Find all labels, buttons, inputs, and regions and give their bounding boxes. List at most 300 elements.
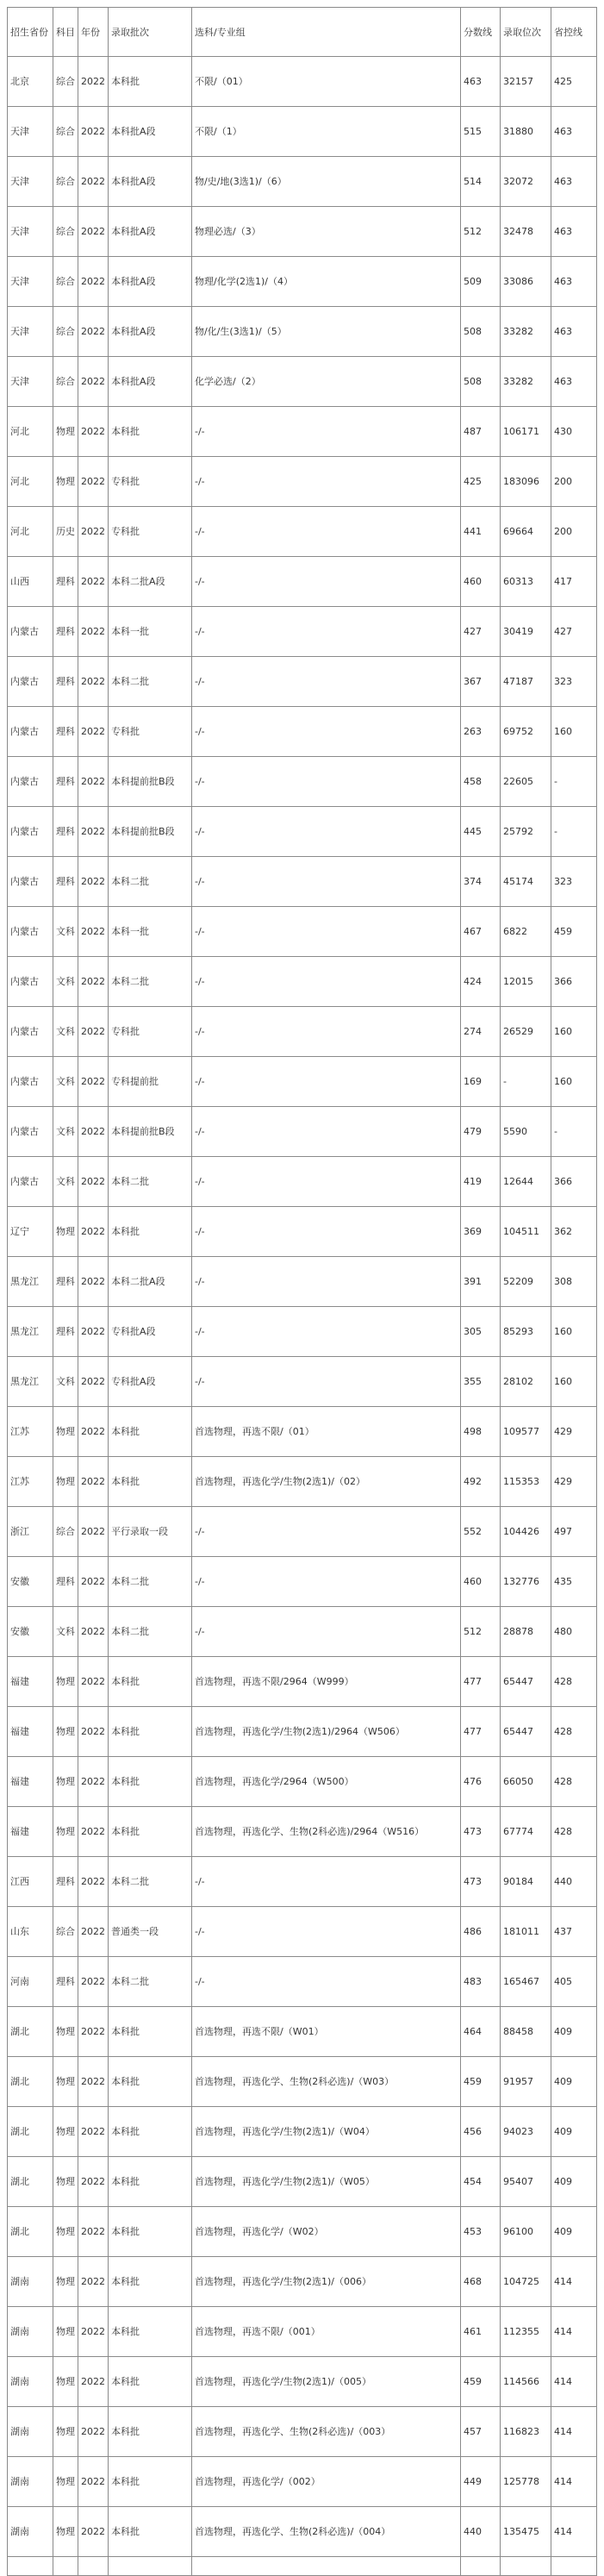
province-cell: 湖北 (8, 2207, 53, 2257)
major-group-cell: -/- (192, 607, 461, 657)
batch-cell: 本科批 (109, 2257, 192, 2307)
table-row (8, 1857, 597, 1907)
table-row (8, 557, 597, 607)
province-cell: 江苏 (8, 1457, 53, 1507)
batch-cell: 本科批 (109, 2507, 192, 2557)
major-group-cell: 首选物理，再选不限/2964（W999） (192, 1657, 461, 1707)
rank-cell: 32478 (501, 207, 551, 257)
batch-cell: 本科批 (109, 2407, 192, 2457)
province-cell: 福建 (8, 1657, 53, 1707)
control-line-cell: 414 (551, 2507, 597, 2557)
table-row (8, 707, 597, 757)
year-cell: 2022 (78, 1057, 109, 1107)
province-cell: 安徽 (8, 1557, 53, 1607)
major-group-cell: -/- (192, 757, 461, 807)
year-cell: 2022 (78, 907, 109, 957)
control-line-cell: - (551, 1107, 597, 1157)
province-cell: 湖北 (8, 2107, 53, 2157)
score-cell: 458 (461, 757, 501, 807)
rank-cell: 116823 (501, 2407, 551, 2457)
score-cell: 464 (461, 2007, 501, 2057)
rank-cell: 181011 (501, 1907, 551, 1957)
year-cell: 2022 (78, 1557, 109, 1607)
subject-cell: 综合 (53, 307, 78, 357)
score-cell: 425 (461, 457, 501, 507)
batch-cell: 本科二批A段 (109, 557, 192, 607)
province-cell: 内蒙古 (8, 807, 53, 857)
year-cell: 2022 (78, 1007, 109, 1057)
year-cell: 2022 (78, 1157, 109, 1207)
table-row (8, 2557, 597, 2576)
province-cell: 内蒙古 (8, 957, 53, 1007)
batch-cell: 本科提前批B段 (109, 807, 192, 857)
province-cell: 内蒙古 (8, 1107, 53, 1157)
rank-cell: 95407 (501, 2157, 551, 2207)
table-row (8, 407, 597, 457)
year-cell: 2022 (78, 407, 109, 457)
table-header-row (8, 8, 597, 57)
subject-cell: 文科 (53, 1357, 78, 1407)
score-cell: 467 (461, 907, 501, 957)
table-row (8, 1107, 597, 1157)
batch-cell: 本科批 (109, 1457, 192, 1507)
score-cell: 169 (461, 1057, 501, 1107)
province-cell: 浙江 (8, 1507, 53, 1557)
score-cell: 374 (461, 857, 501, 907)
score-cell: 424 (461, 957, 501, 1007)
year-cell: 2022 (78, 1857, 109, 1907)
major-group-cell: -/- (192, 857, 461, 907)
subject-cell: 物理 (53, 1757, 78, 1807)
subject-cell: 物理 (53, 2457, 78, 2507)
batch-cell: 本科批A段 (109, 207, 192, 257)
score-cell (461, 2557, 501, 2576)
batch-cell (109, 2557, 192, 2576)
province-cell: 湖南 (8, 2357, 53, 2407)
major-group-cell: 化学必选/（2） (192, 357, 461, 407)
rank-cell: 31880 (501, 107, 551, 157)
rank-cell (501, 2557, 551, 2576)
table-row (8, 907, 597, 957)
year-cell: 2022 (78, 1807, 109, 1857)
control-line-cell: 308 (551, 1257, 597, 1307)
major-group-cell: -/- (192, 907, 461, 957)
year-cell: 2022 (78, 2507, 109, 2557)
subject-cell: 理科 (53, 1557, 78, 1607)
batch-cell: 本科批 (109, 1207, 192, 1257)
subject-cell: 物理 (53, 2507, 78, 2557)
control-line-cell: 417 (551, 557, 597, 607)
province-cell: 天津 (8, 107, 53, 157)
major-group-cell: 首选物理，再选化学/生物(2选1)/2964（W506） (192, 1707, 461, 1757)
subject-cell: 理科 (53, 857, 78, 907)
year-cell: 2022 (78, 207, 109, 257)
control-line-cell: 463 (551, 257, 597, 307)
control-line-cell: 160 (551, 1307, 597, 1357)
subject-cell: 文科 (53, 957, 78, 1007)
major-group-cell: 首选物理，再选化学/生物(2选1)/（W04） (192, 2107, 461, 2157)
year-cell: 2022 (78, 307, 109, 357)
table-row (8, 2007, 597, 2057)
rank-cell: 104725 (501, 2257, 551, 2307)
batch-cell: 本科批 (109, 1657, 192, 1707)
score-cell: 391 (461, 1257, 501, 1307)
table-row (8, 1507, 597, 1557)
score-cell: 487 (461, 407, 501, 457)
major-group-cell: 首选物理，再选化学、生物(2科必选)/（004） (192, 2507, 461, 2557)
province-cell: 内蒙古 (8, 707, 53, 757)
batch-cell: 本科二批 (109, 1557, 192, 1607)
rank-cell: 165467 (501, 1957, 551, 2007)
control-line-cell: 323 (551, 857, 597, 907)
control-line-cell: 425 (551, 57, 597, 107)
control-line-cell: 160 (551, 1357, 597, 1407)
province-cell: 湖北 (8, 2057, 53, 2107)
table-row (8, 2207, 597, 2257)
subject-cell: 综合 (53, 1507, 78, 1557)
subject-cell: 综合 (53, 257, 78, 307)
subject-cell: 理科 (53, 1257, 78, 1307)
batch-cell: 专科批 (109, 457, 192, 507)
year-cell: 2022 (78, 1457, 109, 1507)
province-cell: 天津 (8, 257, 53, 307)
table-row (8, 1757, 597, 1807)
control-line-cell: 428 (551, 1707, 597, 1757)
year-cell: 2022 (78, 1757, 109, 1807)
subject-cell: 物理 (53, 1457, 78, 1507)
table-row (8, 1407, 597, 1457)
subject-cell: 文科 (53, 1007, 78, 1057)
subject-cell: 物理 (53, 2307, 78, 2357)
major-group-cell: -/- (192, 1307, 461, 1357)
year-cell: 2022 (78, 657, 109, 707)
table-row (8, 807, 597, 857)
table-row (8, 1957, 597, 2007)
score-cell: 274 (461, 1007, 501, 1057)
major-group-cell: -/- (192, 1507, 461, 1557)
subject-cell: 物理 (53, 2057, 78, 2107)
control-line-cell: 435 (551, 1557, 597, 1607)
rank-cell: 33282 (501, 357, 551, 407)
rank-cell: 66050 (501, 1757, 551, 1807)
score-cell: 514 (461, 157, 501, 207)
year-cell: 2022 (78, 957, 109, 1007)
major-group-cell: 物/史/地(3选1)/（6） (192, 157, 461, 207)
rank-cell: 91957 (501, 2057, 551, 2107)
major-group-cell: 首选物理，再选不限/（01） (192, 1407, 461, 1457)
score-cell: 441 (461, 507, 501, 557)
year-cell: 2022 (78, 857, 109, 907)
year-cell: 2022 (78, 1707, 109, 1757)
table-row (8, 157, 597, 207)
table-row (8, 1007, 597, 1057)
score-cell: 512 (461, 1607, 501, 1657)
batch-cell: 本科批A段 (109, 157, 192, 207)
score-cell: 453 (461, 2207, 501, 2257)
year-cell: 2022 (78, 1607, 109, 1657)
rank-cell: 109577 (501, 1407, 551, 1457)
header-rank: 录取位次 (501, 8, 551, 57)
rank-cell: 22605 (501, 757, 551, 807)
score-cell: 369 (461, 1207, 501, 1257)
batch-cell: 本科提前批B段 (109, 1107, 192, 1157)
batch-cell: 本科批 (109, 57, 192, 107)
major-group-cell: -/- (192, 1057, 461, 1107)
subject-cell: 物理 (53, 407, 78, 457)
table-row (8, 1657, 597, 1707)
table-row (8, 1907, 597, 1957)
control-line-cell: 428 (551, 1757, 597, 1807)
score-cell: 473 (461, 1807, 501, 1857)
subject-cell: 文科 (53, 1057, 78, 1107)
table-row (8, 207, 597, 257)
major-group-cell: -/- (192, 457, 461, 507)
batch-cell: 本科批A段 (109, 307, 192, 357)
major-group-cell: -/- (192, 1007, 461, 1057)
major-group-cell: 首选物理，再选不限/（001） (192, 2307, 461, 2357)
province-cell: 安徽 (8, 1607, 53, 1657)
rank-cell: 5590 (501, 1107, 551, 1157)
year-cell: 2022 (78, 1307, 109, 1357)
rank-cell: 114566 (501, 2357, 551, 2407)
rank-cell: 12015 (501, 957, 551, 1007)
batch-cell: 本科批A段 (109, 357, 192, 407)
rank-cell: 125778 (501, 2457, 551, 2507)
province-cell: 天津 (8, 357, 53, 407)
table-row (8, 2057, 597, 2107)
year-cell: 2022 (78, 807, 109, 857)
batch-cell: 平行录取一段 (109, 1507, 192, 1557)
major-group-cell: -/- (192, 1957, 461, 2007)
rank-cell: 30419 (501, 607, 551, 657)
control-line-cell: 414 (551, 2357, 597, 2407)
major-group-cell: -/- (192, 1557, 461, 1607)
year-cell: 2022 (78, 557, 109, 607)
table-row (8, 2507, 597, 2557)
control-line-cell: - (551, 807, 597, 857)
control-line-cell: 429 (551, 1457, 597, 1507)
table-row (8, 1357, 597, 1407)
score-cell: 427 (461, 607, 501, 657)
subject-cell: 理科 (53, 1307, 78, 1357)
rank-cell: 65447 (501, 1707, 551, 1757)
header-year: 年份 (78, 8, 109, 57)
year-cell: 2022 (78, 1407, 109, 1457)
control-line-cell: 414 (551, 2457, 597, 2507)
year-cell: 2022 (78, 1207, 109, 1257)
batch-cell: 本科批 (109, 407, 192, 457)
table-row (8, 307, 597, 357)
major-group-cell: -/- (192, 1207, 461, 1257)
province-cell: 河北 (8, 507, 53, 557)
province-cell: 天津 (8, 157, 53, 207)
major-group-cell: -/- (192, 1907, 461, 1957)
table-row (8, 1707, 597, 1757)
rank-cell: 135475 (501, 2507, 551, 2557)
batch-cell: 普通类一段 (109, 1907, 192, 1957)
table-row (8, 2257, 597, 2307)
rank-cell: 65447 (501, 1657, 551, 1707)
province-cell: 黑龙江 (8, 1307, 53, 1357)
major-group-cell: -/- (192, 807, 461, 857)
province-cell: 内蒙古 (8, 907, 53, 957)
subject-cell: 物理 (53, 1407, 78, 1457)
batch-cell: 本科一批 (109, 607, 192, 657)
table-row (8, 2457, 597, 2507)
rank-cell: 115353 (501, 1457, 551, 1507)
score-cell: 486 (461, 1907, 501, 1957)
header-score: 分数线 (461, 8, 501, 57)
subject-cell: 物理 (53, 2407, 78, 2457)
score-cell: 456 (461, 2107, 501, 2157)
province-cell: 黑龙江 (8, 1257, 53, 1307)
year-cell: 2022 (78, 707, 109, 757)
batch-cell: 本科批 (109, 1757, 192, 1807)
batch-cell: 本科二批 (109, 657, 192, 707)
score-cell: 459 (461, 2057, 501, 2107)
rank-cell: 32072 (501, 157, 551, 207)
year-cell: 2022 (78, 2307, 109, 2357)
table-row (8, 1807, 597, 1857)
control-line-cell: 366 (551, 957, 597, 1007)
year-cell (78, 2557, 109, 2576)
rank-cell: 25792 (501, 807, 551, 857)
major-group-cell: 物/化/生(3选1)/（5） (192, 307, 461, 357)
score-cell: 419 (461, 1157, 501, 1207)
subject-cell: 综合 (53, 207, 78, 257)
header-province: 招生省份 (8, 8, 53, 57)
rank-cell: 33086 (501, 257, 551, 307)
score-cell: 445 (461, 807, 501, 857)
subject-cell: 历史 (53, 507, 78, 557)
major-group-cell: 首选物理，再选化学/生物(2选1)/（005） (192, 2357, 461, 2407)
subject-cell: 物理 (53, 2357, 78, 2407)
rank-cell: 88458 (501, 2007, 551, 2057)
subject-cell: 物理 (53, 2157, 78, 2207)
major-group-cell: -/- (192, 1857, 461, 1907)
subject-cell: 综合 (53, 107, 78, 157)
score-cell: 498 (461, 1407, 501, 1457)
batch-cell: 本科批 (109, 1707, 192, 1757)
year-cell: 2022 (78, 757, 109, 807)
subject-cell: 综合 (53, 1907, 78, 1957)
control-line-cell: 463 (551, 207, 597, 257)
subject-cell: 物理 (53, 2207, 78, 2257)
major-group-cell: 首选物理，再选化学、生物(2科必选)/2964（W516） (192, 1807, 461, 1857)
subject-cell (53, 2557, 78, 2576)
subject-cell: 文科 (53, 1107, 78, 1157)
batch-cell: 本科一批 (109, 907, 192, 957)
rank-cell: 96100 (501, 2207, 551, 2257)
table-row (8, 957, 597, 1007)
table-row (8, 1457, 597, 1507)
province-cell: 湖北 (8, 2157, 53, 2207)
year-cell: 2022 (78, 1907, 109, 1957)
subject-cell: 理科 (53, 807, 78, 857)
table-row (8, 1557, 597, 1607)
table-row (8, 657, 597, 707)
batch-cell: 本科提前批B段 (109, 757, 192, 807)
batch-cell: 本科批 (109, 2157, 192, 2207)
subject-cell: 物理 (53, 2007, 78, 2057)
province-cell: 江苏 (8, 1407, 53, 1457)
control-line-cell: 428 (551, 1807, 597, 1857)
batch-cell: 本科二批 (109, 1957, 192, 2007)
batch-cell: 本科批 (109, 1407, 192, 1457)
province-cell: 内蒙古 (8, 1057, 53, 1107)
control-line-cell: 480 (551, 1607, 597, 1657)
rank-cell: 32157 (501, 57, 551, 107)
major-group-cell: -/- (192, 1107, 461, 1157)
rank-cell: 12644 (501, 1157, 551, 1207)
batch-cell: 专科批A段 (109, 1357, 192, 1407)
rank-cell: 106171 (501, 407, 551, 457)
major-group-cell: 首选物理，再选化学/生物(2选1)/（W05） (192, 2157, 461, 2207)
major-group-cell: 首选物理，再选化学/（002） (192, 2457, 461, 2507)
control-line-cell: - (551, 757, 597, 807)
score-cell: 367 (461, 657, 501, 707)
major-group-cell: 首选物理，再选化学、生物(2科必选)/（W03） (192, 2057, 461, 2107)
score-cell: 454 (461, 2157, 501, 2207)
major-group-cell: -/- (192, 557, 461, 607)
control-line-cell: 362 (551, 1207, 597, 1257)
rank-cell: 28102 (501, 1357, 551, 1407)
rank-cell: 104511 (501, 1207, 551, 1257)
subject-cell: 理科 (53, 757, 78, 807)
province-cell: 内蒙古 (8, 1157, 53, 1207)
batch-cell: 本科批 (109, 2207, 192, 2257)
table-row (8, 457, 597, 507)
table-row (8, 1057, 597, 1107)
major-group-cell: -/- (192, 507, 461, 557)
batch-cell: 本科批 (109, 2107, 192, 2157)
batch-cell: 本科二批 (109, 857, 192, 907)
rank-cell: 94023 (501, 2107, 551, 2157)
table-row (8, 2307, 597, 2357)
province-cell: 湖南 (8, 2307, 53, 2357)
major-group-cell: 物理必选/（3） (192, 207, 461, 257)
province-cell: 河北 (8, 457, 53, 507)
batch-cell: 本科批 (109, 2057, 192, 2107)
control-line-cell: 409 (551, 2057, 597, 2107)
rank-cell: 69752 (501, 707, 551, 757)
table-body (8, 57, 597, 2576)
table-row (8, 757, 597, 807)
control-line-cell: 160 (551, 1007, 597, 1057)
control-line-cell: 429 (551, 1407, 597, 1457)
control-line-cell: 160 (551, 1057, 597, 1107)
year-cell: 2022 (78, 457, 109, 507)
major-group-cell: 不限/（01） (192, 57, 461, 107)
subject-cell: 理科 (53, 557, 78, 607)
score-cell: 477 (461, 1657, 501, 1707)
province-cell: 福建 (8, 1707, 53, 1757)
subject-cell: 物理 (53, 1657, 78, 1707)
major-group-cell: -/- (192, 1357, 461, 1407)
subject-cell: 文科 (53, 1607, 78, 1657)
table-row (8, 2407, 597, 2457)
batch-cell: 专科批 (109, 707, 192, 757)
subject-cell: 综合 (53, 357, 78, 407)
year-cell: 2022 (78, 2407, 109, 2457)
table-row (8, 57, 597, 107)
control-line-cell: 463 (551, 307, 597, 357)
table-row (8, 357, 597, 407)
province-cell: 河北 (8, 407, 53, 457)
year-cell: 2022 (78, 107, 109, 157)
batch-cell: 本科批A段 (109, 257, 192, 307)
rank-cell: 67774 (501, 1807, 551, 1857)
